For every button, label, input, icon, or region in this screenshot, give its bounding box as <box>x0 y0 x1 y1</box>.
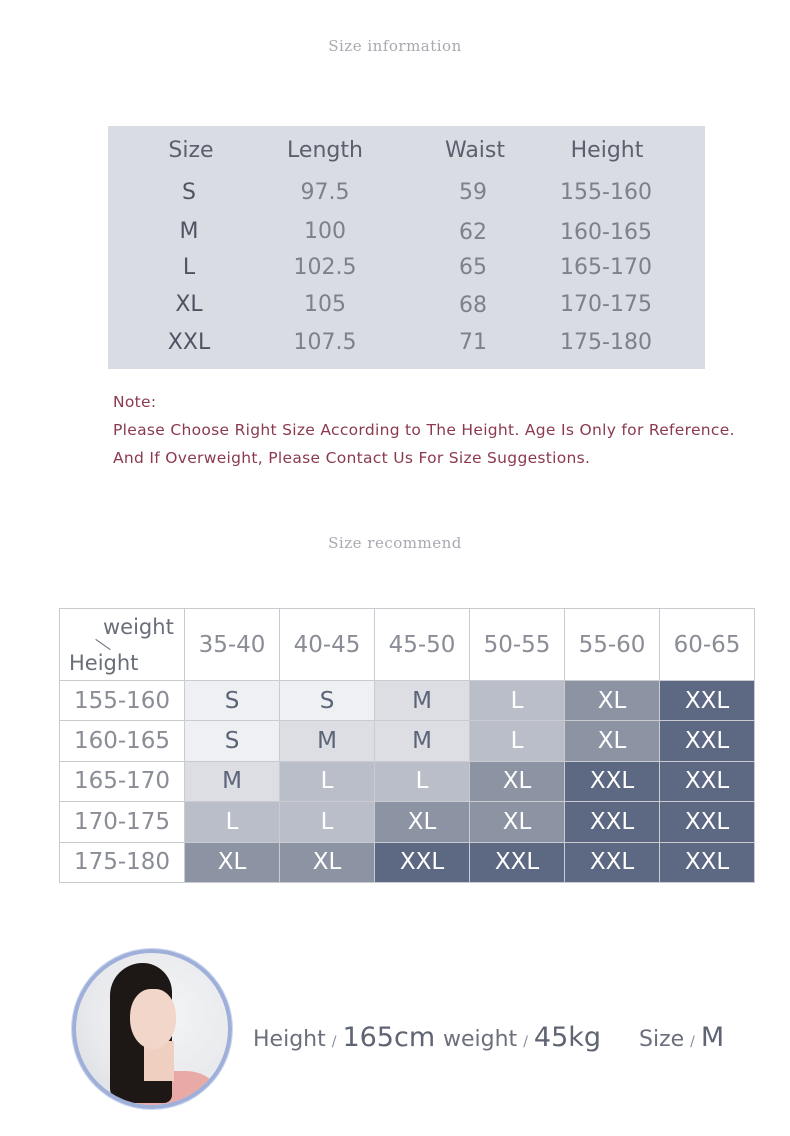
header-length: Length <box>287 138 363 163</box>
size-cell: S <box>280 681 375 721</box>
size-information-title: Size information <box>328 37 462 55</box>
size-information-table <box>108 126 705 369</box>
model-height-value: 165cm <box>342 1022 436 1053</box>
size-cell: L <box>470 721 565 761</box>
model-size-value: M <box>700 1022 725 1053</box>
row-height: 175-180 <box>560 330 652 355</box>
size-cell: XXL <box>660 762 755 802</box>
size-cell: L <box>280 762 375 802</box>
row-length: 97.5 <box>300 180 350 205</box>
model-size-separator: / <box>690 1034 695 1050</box>
size-cell: S <box>185 721 280 761</box>
size-cell: XL <box>280 843 375 883</box>
height-row-header: 160-165 <box>60 721 185 761</box>
size-cell: XXL <box>470 843 565 883</box>
size-cell: XL <box>565 681 660 721</box>
row-size: S <box>182 180 196 205</box>
model-weight <box>443 1022 601 1053</box>
model-weight-value: 45kg <box>533 1022 602 1053</box>
size-cell: M <box>375 681 470 721</box>
corner-divider <box>95 639 110 650</box>
size-cell: XXL <box>660 721 755 761</box>
model-weight-label: weight <box>443 1027 518 1052</box>
model-size <box>639 1022 724 1053</box>
weight-header: 55-60 <box>565 609 660 681</box>
size-cell: XXL <box>565 802 660 842</box>
size-cell: L <box>185 802 280 842</box>
row-length: 107.5 <box>293 330 357 355</box>
header-waist: Waist <box>444 138 506 163</box>
weight-header: 45-50 <box>375 609 470 681</box>
corner-weight-label: weight <box>103 615 174 639</box>
row-length: 105 <box>304 292 346 317</box>
row-size: XXL <box>167 330 211 355</box>
corner-height-label: Height <box>69 651 139 675</box>
row-height: 165-170 <box>560 255 652 280</box>
row-waist: 68 <box>459 293 487 318</box>
size-cell: M <box>185 762 280 802</box>
size-cell: XXL <box>660 843 755 883</box>
row-size: XL <box>175 292 203 317</box>
note-line-1: Please Choose Right Size According to The Height. Age Is Only for Reference. <box>113 421 735 439</box>
size-cell: XXL <box>375 843 470 883</box>
row-size: L <box>182 255 196 280</box>
size-cell: XL <box>185 843 280 883</box>
weight-header: 35-40 <box>185 609 280 681</box>
header-size: Size <box>168 138 214 163</box>
model-size-label: Size <box>639 1027 685 1052</box>
row-waist: 59 <box>459 180 487 205</box>
weight-header: 40-45 <box>280 609 375 681</box>
size-cell: L <box>470 681 565 721</box>
note-label: Note: <box>113 393 157 411</box>
row-height: 155-160 <box>560 180 652 205</box>
weight-header: 50-55 <box>470 609 565 681</box>
size-cell: M <box>280 721 375 761</box>
size-cell: L <box>280 802 375 842</box>
size-recommend-table <box>59 608 755 883</box>
size-cell: L <box>375 762 470 802</box>
row-length: 100 <box>304 219 346 244</box>
model-height-label: Height <box>253 1027 326 1052</box>
row-height: 160-165 <box>560 220 652 245</box>
model-weight-separator: / <box>523 1034 528 1050</box>
model-face <box>130 989 176 1049</box>
size-cell: XL <box>470 802 565 842</box>
model-height <box>253 1022 435 1053</box>
row-height: 170-175 <box>560 292 652 317</box>
row-waist: 71 <box>459 330 487 355</box>
model-avatar <box>72 949 232 1109</box>
row-waist: 65 <box>459 255 487 280</box>
row-length: 102.5 <box>293 255 357 280</box>
size-cell: XXL <box>660 681 755 721</box>
size-cell: XL <box>565 721 660 761</box>
size-cell: M <box>375 721 470 761</box>
model-height-separator: / <box>331 1034 337 1050</box>
size-cell: XXL <box>565 843 660 883</box>
height-row-header: 170-175 <box>60 802 185 842</box>
size-cell: XXL <box>660 802 755 842</box>
header-height: Height <box>570 138 644 163</box>
note-line-2: And If Overweight, Please Contact Us For Size Suggestions. <box>113 449 591 467</box>
height-row-header: 175-180 <box>60 843 185 883</box>
row-size: M <box>179 219 199 244</box>
size-cell: XL <box>470 762 565 802</box>
weight-header: 60-65 <box>660 609 755 681</box>
height-row-header: 155-160 <box>60 681 185 721</box>
corner-cell <box>60 609 185 681</box>
size-recommend-title: Size recommend <box>328 534 462 552</box>
size-cell: S <box>185 681 280 721</box>
row-waist: 62 <box>459 220 487 245</box>
height-row-header: 165-170 <box>60 762 185 802</box>
size-cell: XL <box>375 802 470 842</box>
size-cell: XXL <box>565 762 660 802</box>
